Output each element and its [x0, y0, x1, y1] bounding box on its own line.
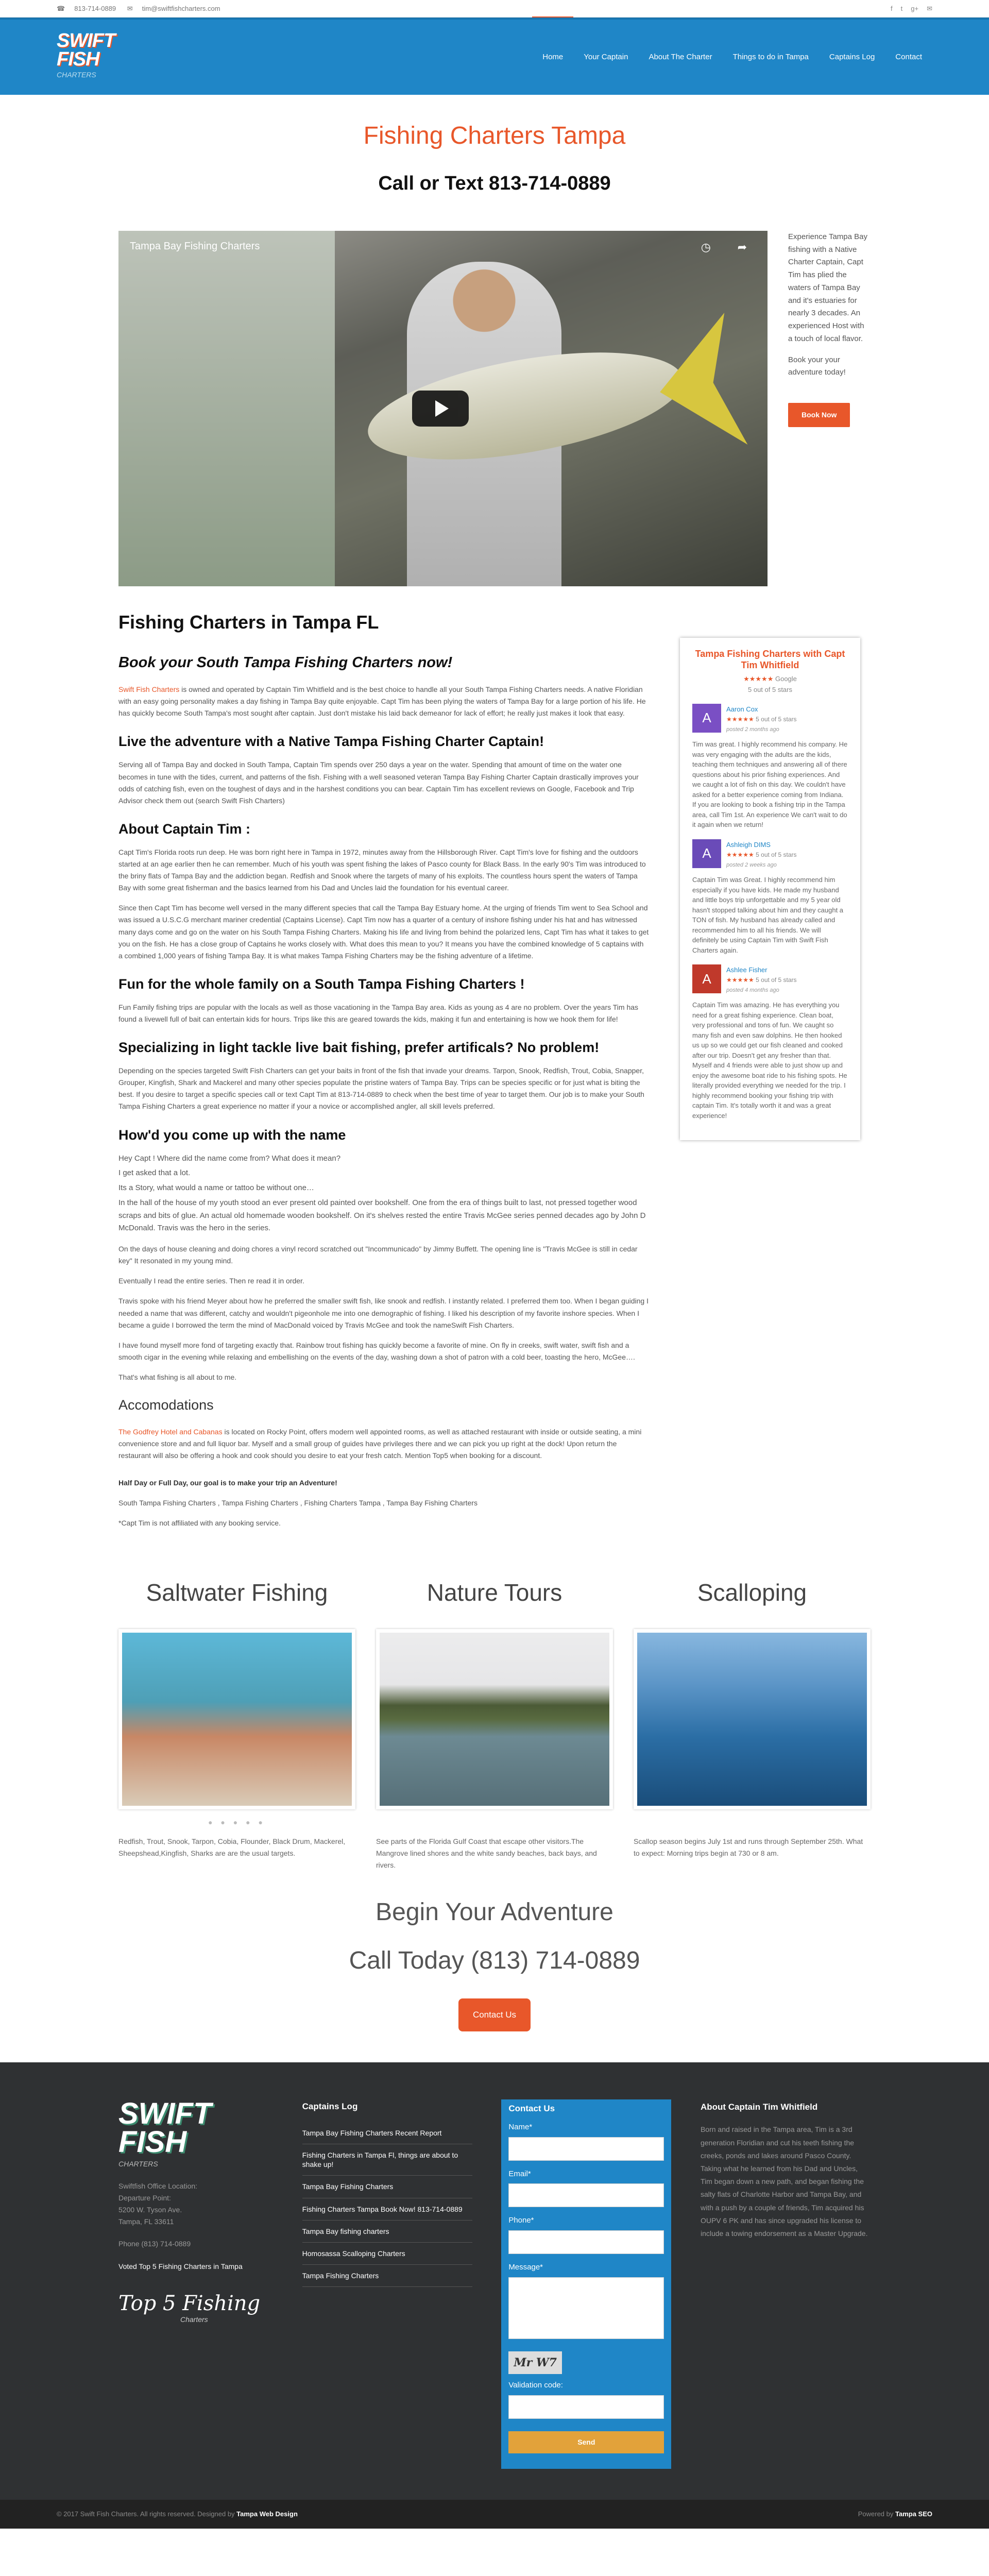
live-paragraph: Serving all of Tampa Bay and docked in South Tampa, Captain Tim spends over 250 days a year on the water. Spending that amount of time on the water one becomes in tune with the tides, current, and patterns of the fish. Fishing with a well seasoned veteran Tampa Bay Fishing Charter Captain drastically improves your odds of catching fish, even on the toughest of days and in the harshest conditions you can bear. Captain Tim has excellent reviews on Google, Facebook and Trip Advisor check them out (search Swift Fish Charters) — [118, 760, 639, 805]
review-text: Captain Tim was amazing. He has everything you need for a great fishing experience. Clean boat, very professional and tons of fun. We caught so many fish and even saw dolphins. He then hooked us up so we could get our fish cleaned and cooked after our trip. Doesn't get any fresher than that. Myself and 4 friends were able to just show up and enjoy the awesome boat ride to his fishing spots. He literally provided everything we needed for the trip. I highly recommend booking your fishing trip with captain Tim. It's totally worth it and was a great experience! — [692, 1001, 847, 1120]
slider-dots — [376, 1817, 613, 1828]
light-tackle-heading: Specializing in light tackle live bait fishing, prefer artificals? No problem! — [118, 1040, 600, 1056]
phone-icon: ☎ — [57, 5, 65, 13]
powered-by: Powered by Tampa SEO — [858, 2510, 932, 2518]
footer-phone[interactable]: Phone (813) 714-0889 — [118, 2240, 191, 2248]
live-heading: Live the adventure with a Native Tampa Fishing Charter Captain! — [118, 734, 544, 750]
light-tackle-paragraph: Depending on the species targeted Swift Fish Charters can get your baits in front of the fish that invade your dreams. Tarpon, Snook, Redfish, Trout, Cobia, Snapper, Grouper, Kingfish, Shark and Mackerel and many other species populate the pristine waters of Tampa Bay. Trips can be species specific or for just what is biting the best. If you desire to target a specific species call or text Capt Tim at 813-714-0889 to check when the best time of year to target them. Our job is to make your South Tampa Fishing Charters a great experience no matter if your a novice or accomplished angler, all skill levels preferred. — [118, 1066, 644, 1111]
godfrey-hotel-link[interactable]: The Godfrey Hotel and Cabanas — [118, 1427, 223, 1436]
menu-captains-log[interactable]: Captains Log — [829, 53, 875, 61]
about-paragraph-1: Capt Tim's Florida roots run deep. He was born right here in Tampa in 1972, minutes away from the Hillsborough River. Capt Tim's love for fishing and the outdoors started at an age earlier then he can remember. Much of his youth was spent fishing the lakes of Pasco county for Black Bass. In the early 90's Tim was introduced to the briny flats of Tampa Bay and the addiction began. Redfish and Snook where the targets of many of his exploits. The countless hours spent the waters of Tampa Bay with some great fisherman and the basics learned from his Dad and Uncles laid the foundation for his eventual career. — [118, 848, 646, 892]
video-row — [118, 231, 871, 586]
side-text-1: Experience Tampa Bay fishing with a Native Charter Captain, Capt Tim has plied the waters of Tampa Bay and it's estuaries for nearly 3 decades. An experienced Host with a touch of local flavor. — [788, 232, 867, 343]
email-label: Email* — [508, 2169, 531, 2178]
name-line: In the hall of the house of my youth stood an ever present old painted over bookshelf. One from the era of things built to last, not pressed together wood scraps and bits of glue. An actual old homemade wooden bookshelf. On it's shelves rested the entire Travis McGee series penned decades ago by John D McDonald. Travis was the hero in the series. — [118, 1198, 646, 1233]
name-paragraph-3: Eventually I read the entire series. Then re read it in order. — [118, 1277, 304, 1285]
main-header — [0, 18, 989, 95]
google-label: Google — [775, 674, 797, 683]
reviews-title[interactable]: Tampa Fishing Charters with Capt Tim Whitfield — [695, 648, 845, 671]
name-paragraph-5: I have found myself more fond of targeting exactly that. Rainbow trout fishing has quickly become a favorite of mine. On fly in creeks, swift water, swift fish and a smooth cigar in the evening while relaxing and embellishing on the events of the day, washing down a shot of patron with a cold beer, toasting the hero, McGee…. — [118, 1341, 635, 1361]
saltwater-photo[interactable] — [118, 1629, 355, 1809]
menu-about-charter[interactable]: About The Charter — [649, 53, 712, 61]
call-to-action — [0, 1892, 989, 2031]
tampa-web-design-link[interactable]: Tampa Web Design — [236, 2510, 298, 2518]
reviewer-name[interactable]: Aaron Cox — [726, 705, 758, 713]
about-paragraph-2: Since then Capt Tim has become well versed in the many different species that call the Tampa Bay Estuary home. At the urging of friends Tim went to Sea School and was issued a U.S.C.G merchant mariner credential (Captains License). Capt Tim now has a quarter of a century of inshore fishing under his hat and has witnessed many days come and go on the water on his South Tampa Fishing Charters. Making his life and living from behind the polarized lens, Capt Tim has what it takes to get you on the fish. He has a close group of Captains he works closely with. What does this mean to you? It means you have the combined knowledge of 5 captains with a combined 1,000 years of fishing Tampa Bay. It is what makes Tampa Fishing Charters may be the fishing adventure of a lifetime. — [118, 904, 649, 960]
name-paragraph-6: That's what fishing is all about to me. — [118, 1372, 237, 1381]
office-sub: Departure Point: — [118, 2194, 171, 2202]
accommodations-heading: Accomodations — [118, 1397, 214, 1413]
copyright-text: © 2017 Swift Fish Charters. All rights reserved. Designed by Tampa Web Design — [57, 2510, 298, 2518]
reviews-summary: ★★★★★ Google 5 out of 5 stars — [743, 674, 797, 694]
book-now-button[interactable]: Book Now — [788, 403, 850, 427]
review-header — [692, 704, 848, 734]
service-title: Saltwater Fishing — [146, 1579, 328, 1606]
review-stars: ★★★★★ 5 out of 5 stars — [726, 976, 797, 984]
service-title: Scalloping — [697, 1579, 807, 1606]
share-icon[interactable]: ➦ — [737, 240, 747, 253]
about-captain — [701, 2099, 871, 2469]
phone-field[interactable] — [508, 2230, 664, 2254]
validation-field[interactable] — [508, 2395, 664, 2419]
captains-log-title: Captains Log — [302, 2101, 358, 2111]
captains-log — [302, 2099, 472, 2469]
message-label: Message* — [508, 2263, 543, 2272]
tag-line: South Tampa Fishing Charters , Tampa Fishing Charters , Fishing Charters Tampa , Tampa Bay Fishing Charters — [118, 1498, 478, 1507]
name-line: Its a Story, what would a name or tattoo be without one… — [118, 1183, 314, 1193]
accommodations-text: is located on Rocky Point, offers modern well appointed rooms, as well as attached restaurant with inside or outside seating, a mini convenience store and and full liquor bar. Myself and a small group of guides have privileges there and we can pick you up right at the dock! Upon return the restaurant will also be offering a hook and cook should you desire to eat your fresh catch. Mention Top5 when booking for a discount. — [118, 1427, 642, 1460]
top5-logo[interactable]: Top 5 Fishing — [118, 2291, 261, 2315]
scalloping-photo[interactable] — [634, 1629, 871, 1809]
intro-sidebox — [788, 231, 871, 586]
service-title: Nature Tours — [427, 1579, 562, 1606]
name-line: Hey Capt ! Where did the name come from? What does it mean? — [118, 1154, 341, 1163]
avatar: A — [692, 839, 721, 868]
email-field[interactable] — [508, 2183, 664, 2207]
menu-things-to-do[interactable]: Things to do in Tampa — [732, 53, 809, 61]
name-line: I get asked that a lot. — [118, 1168, 191, 1178]
logo-line1: SWIFT — [57, 30, 115, 52]
call-line: Call or Text 813-714-0889 — [378, 173, 611, 195]
service-text: See parts of the Florida Gulf Coast that escape other visitors.The Mangrove lined shores and the white sandy beaches, back bays, and rivers. — [376, 1837, 597, 1870]
office-label: Swiftfish Office Location: — [118, 2182, 198, 2191]
swift-fish-link[interactable]: Swift Fish Charters — [118, 685, 180, 694]
article — [118, 607, 649, 1537]
send-button[interactable]: Send — [508, 2431, 664, 2453]
menu-home[interactable]: Home — [532, 16, 573, 96]
contact-form-title: Contact Us — [508, 2103, 555, 2113]
service-scalloping — [634, 1573, 871, 1871]
footer-logo[interactable]: SWIFT FISH — [118, 2096, 212, 2159]
footer-office — [118, 2096, 273, 2469]
video-background — [118, 231, 335, 586]
review-text: Captain Tim was Great. I highly recommend him especially if you have kids. He made my husband and little boys trip unforgettable and my 5 year old hasn't stopped talking about him and they caught a TON of fish. My husband has already called and recommended him to all his friends. We will definitely be using Captain Tim with Swift Fish Charters again. — [692, 876, 844, 954]
slider-dots[interactable]: ● ● ● ● ● — [208, 1818, 266, 1826]
captcha-image: Mr W7 — [508, 2351, 562, 2374]
facebook-icon[interactable]: f — [891, 5, 893, 13]
reviewer-name[interactable]: Ashlee Fisher — [726, 966, 768, 974]
tampa-seo-link[interactable]: Tampa SEO — [895, 2510, 932, 2518]
about-heading: About Captain Tim : — [118, 821, 250, 837]
top-phone[interactable]: 813-714-0889 — [74, 5, 116, 13]
top5-logo-sub: Charters — [180, 2315, 208, 2324]
side-text-2: Book your your adventure today! — [788, 355, 846, 377]
name-label: Name* — [508, 2122, 533, 2131]
intro-text: is owned and operated by Captain Tim Whitfield and is the best choice to handle all your South Tampa Fishing Charters needs. A native Floridian with an easy going personality makes a day fishing in Tampa Bay quite enjoyable. Capt Tim has been plying the waters of Tampa Bay for a large portion of his life. He has quickly become South Tampa's most sought after captain. Just don't mistake his laid back demeanor for lack of effort; he really just makes it look that easy. — [118, 685, 646, 718]
avatar: A — [692, 704, 721, 733]
name-paragraph-4: Travis spoke with his friend Meyer about how he preferred the smaller swift fish, like snook and redfish. I instantly related. I preferred them too. When I began guiding I needed a name that was different, catchy and wouldn't pigeonhole me into one demographic of fishing. I liked his description of my favorite inshore species. When I became a guide I borrowed the term the mind of MacDonald voiced by Travis McGee and took the nameSwift Fish Charters. — [118, 1297, 649, 1329]
cta-line2: Call Today (813) 714-0889 — [349, 1946, 640, 1974]
name-paragraph-2: On the days of house cleaning and doing chores a vinyl record scratched out "Incommunicado" by Jimmy Buffett. The opening line is "Travis McGee is still in cedar key" It resonated in my young mind. — [118, 1245, 638, 1265]
name-story-lines — [118, 1153, 649, 1235]
video-player[interactable] — [118, 231, 768, 586]
nature-photo[interactable] — [376, 1629, 613, 1809]
accommodations-paragraph — [118, 1426, 649, 1462]
cta-line1: Begin Your Adventure — [376, 1899, 613, 1926]
review-date: posted 2 weeks ago — [726, 861, 777, 868]
service-text: Redfish, Trout, Snook, Tarpon, Cobia, Flounder, Black Drum, Mackerel, Sheepshead,Kingfish, Sharks are are the usual targets. — [118, 1837, 346, 1858]
service-nature — [376, 1573, 613, 1871]
family-heading: Fun for the whole family on a South Tampa Fishing Charters ! — [118, 976, 525, 992]
log-link[interactable]: Tampa Bay fishing charters — [302, 2221, 472, 2243]
logo-sub: CHARTERS — [57, 70, 96, 79]
about-captain-title: About Captain Tim Whitfield — [700, 2102, 818, 2112]
page-title: Fishing Charters Tampa — [363, 122, 626, 149]
twitter-icon[interactable]: t — [900, 5, 903, 13]
review-date: posted 4 months ago — [726, 987, 779, 994]
main-content-row — [118, 607, 871, 1537]
validation-label: Validation code: — [508, 2381, 563, 2390]
contact-form — [501, 2099, 671, 2469]
log-link[interactable]: Homosassa Scalloping Charters — [302, 2243, 472, 2265]
review-stars: ★★★★★ 5 out of 5 stars — [726, 851, 797, 859]
family-paragraph: Fun Family fishing trips are popular with the locals as well as those vacationing in the Tampa Bay area. Kids as young as 4 are no problem. Over the years Tim has found a livewell full of bait can entertain kids for hours. Trips like this are geared towards the kids, making it fun and entertaining is how we hook them for life! — [118, 1003, 639, 1023]
footer-logo-sub: CHARTERS — [118, 2159, 158, 2168]
address-line1: 5200 W. Tyson Ave. — [118, 2206, 182, 2214]
mail-icon: ✉ — [127, 5, 133, 13]
google-plus-icon[interactable]: g+ — [911, 5, 919, 13]
copyright-bar — [0, 2500, 989, 2529]
name-heading: How'd you come up with the name — [118, 1127, 346, 1143]
log-link[interactable]: Tampa Bay Fishing Charters — [302, 2176, 472, 2198]
intro-paragraph — [118, 684, 649, 719]
half-day-line: Half Day or Full Day, our goal is to make your trip an Adventure! — [118, 1478, 337, 1487]
article-title: Fishing Charters in Tampa FL — [118, 611, 379, 633]
message-field[interactable] — [508, 2277, 664, 2339]
name-field[interactable] — [508, 2137, 664, 2161]
services-columns — [118, 1573, 871, 1871]
main-menu — [532, 16, 932, 96]
watch-later-icon[interactable]: ◷ — [701, 240, 711, 253]
book-heading: Book your South Tampa Fishing Charters now! — [118, 654, 453, 671]
log-link[interactable]: Fishing Charters Tampa Book Now! 813-714-0889 — [302, 2198, 472, 2221]
topbar — [0, 0, 989, 18]
play-button[interactable] — [412, 391, 469, 427]
avatar: A — [692, 964, 721, 993]
review-header — [692, 964, 848, 995]
review-date: posted 2 months ago — [726, 726, 779, 733]
top-email[interactable]: tim@swiftfishcharters.com — [142, 5, 220, 13]
menu-your-captain[interactable]: Your Captain — [584, 53, 628, 61]
google-reviews-widget — [680, 638, 860, 1141]
service-text: Scallop season begins July 1st and runs through September 25th. What to expect: Morning trips begin at 730 or 8 am. — [634, 1837, 863, 1858]
logo-line2: FISH — [57, 48, 99, 71]
affiliation-note: *Capt Tim is not affiliated with any booking service. — [118, 1519, 281, 1527]
hero — [0, 95, 989, 200]
email-icon[interactable]: ✉ — [927, 5, 932, 13]
log-link[interactable]: Fishing Charters in Tampa Fl, things are about to shake up! — [302, 2144, 472, 2176]
voted-label: Voted Top 5 Fishing Charters in Tampa — [118, 2262, 243, 2270]
log-link[interactable]: Tampa Bay Fishing Charters Recent Report — [302, 2122, 472, 2144]
video-title[interactable]: Tampa Bay Fishing Charters — [130, 240, 260, 252]
log-link[interactable]: Tampa Fishing Charters — [302, 2265, 472, 2287]
reviews-rating: 5 out of 5 stars — [748, 686, 792, 694]
review-text: Tim was great. I highly recommend his company. He was very engaging with the adults are the kids, teaching them techniques and answering all of there questions about his prior fishing experiences. And we caught a lot of fish on this day. We couldn't have asked for a better experience coming from Indiana. If you are looking to book a fishing trip in the Tampa area, call Tim 1st. An experience We can't wait to do it again when we return! — [692, 740, 848, 829]
footer — [0, 2062, 989, 2500]
site-logo[interactable] — [57, 31, 115, 80]
reviewer-name[interactable]: Ashleigh DIMS — [726, 840, 771, 849]
address-line2: Tampa, FL 33611 — [118, 2217, 174, 2226]
about-captain-text: Born and raised in the Tampa area, Tim is a 3rd generation Floridian and cut his teeth fishing the creeks, ponds and lakes around Pasco County. Taking what he learned from his Dad and Uncles, Tim began down a new path, and began fishing the salty flats of Charlotte Harbor and Tampa Bay, and with a push by a couple of friends, Tim acquired his OUPV 6 PK and has since upgraded his license to include a towing endorsement as a Master Upgrade. — [700, 2125, 868, 2238]
review-stars: ★★★★★ 5 out of 5 stars — [726, 716, 797, 723]
menu-contact[interactable]: Contact — [895, 53, 922, 61]
slider-dots — [634, 1817, 871, 1828]
phone-label: Phone* — [508, 2216, 534, 2225]
contact-us-button[interactable]: Contact Us — [458, 1998, 531, 2031]
service-saltwater — [118, 1573, 355, 1871]
review-header — [692, 839, 848, 870]
